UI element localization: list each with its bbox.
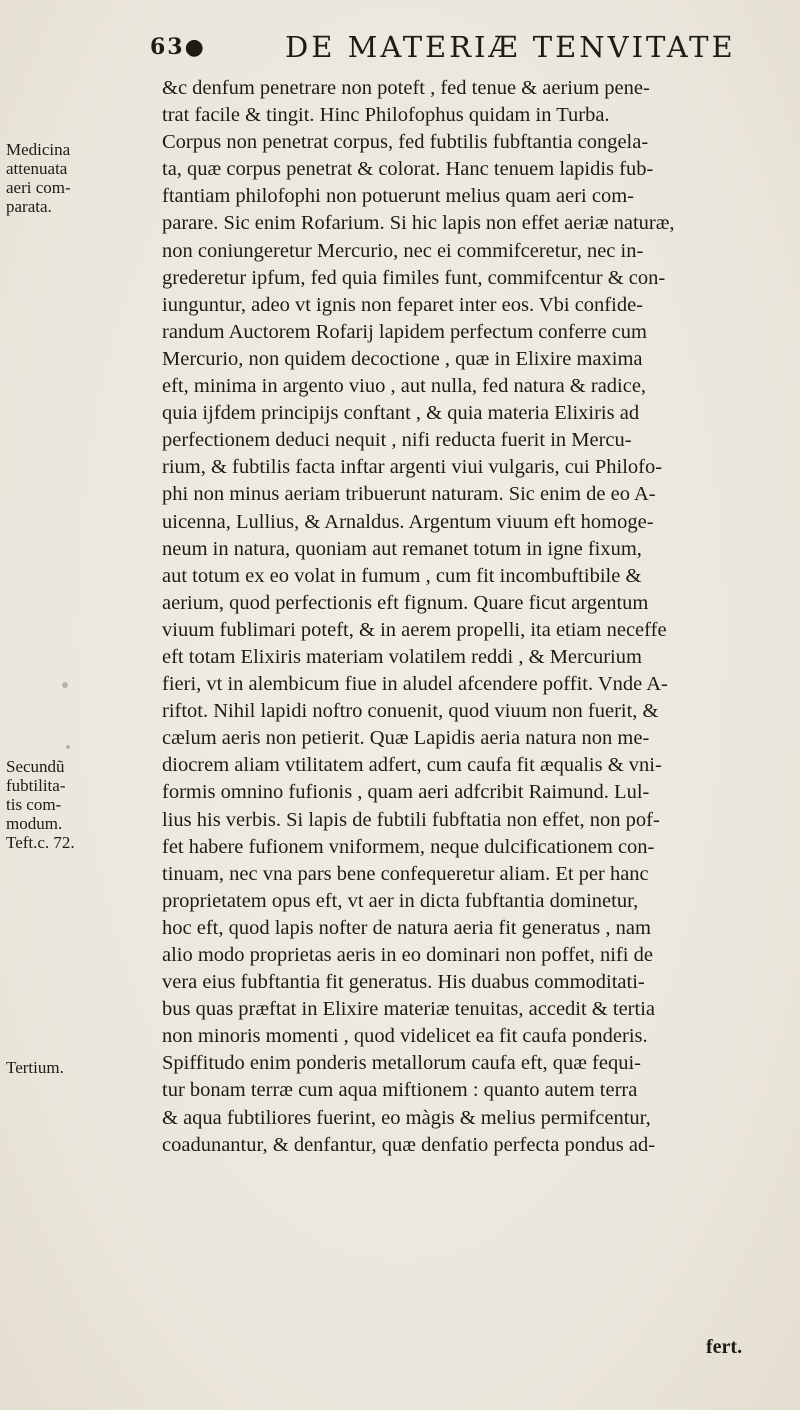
- text-line: phi non minus aeriam tribuerunt naturam. Sic enim de eo A-: [162, 483, 656, 506]
- text-line: tur bonam terræ cum aqua miftionem : quanto autem terra: [162, 1079, 638, 1102]
- text-line: uicenna, Lullius, & Arnaldus. Argentum viuum eft homoge-: [162, 510, 654, 533]
- margin-note-line: Teft.c. 72.: [6, 833, 75, 852]
- text-line: perfectionem deduci nequit , nifi reducta fuerit in Mercu-: [162, 429, 632, 452]
- text-line: trat facile & tingit. Hinc Philofophus quidam in Turba.: [162, 104, 610, 127]
- text-line: iunguntur, adeo vt ignis non feparet inter eos. Vbi confide-: [162, 293, 643, 316]
- text-line: Mercurio, non quidem decoctione , quæ in Elixire maxima: [162, 347, 643, 370]
- text-line: aut totum ex eo volat in fumum , cum fit incombuftibile &: [162, 564, 642, 587]
- text-line: riftot. Nihil lapidi noftro conuenit, quod viuum non fuerit, &: [162, 700, 659, 723]
- text-line: & aqua fubtiliores fuerint, eo màgis & melius permifcentur,: [162, 1106, 651, 1129]
- text-line: &c denfum penetrare non poteft , fed tenue & aerium pene-: [162, 77, 650, 99]
- text-line: non coniungeretur Mercurio, nec ei commifceretur, nec in-: [162, 239, 644, 262]
- running-head: [150, 28, 790, 68]
- text-line: quia ijfdem principijs conftant , & quia materia Elixiris ad: [162, 402, 640, 425]
- text-line: eft totam Elixiris materiam volatilem reddi , & Mercurium: [162, 645, 642, 668]
- text-line: diocrem aliam vtilitatem adfert, cum caufa fit æqualis & vni-: [162, 754, 662, 777]
- margin-note-line: aeri com-: [6, 178, 71, 197]
- margin-note-line: parata.: [6, 197, 52, 216]
- text-line: fieri, vt in alembicum fiue in aludel afcendere poffit. Vnde A-: [162, 673, 668, 696]
- text-line: neum in natura, quoniam aut remanet totum in igne fixum,: [162, 537, 642, 560]
- margin-note-line: Secundũ: [6, 757, 65, 776]
- running-title: DE MATERIÆ TENVITATE: [285, 30, 736, 64]
- text-line: lius his verbis. Si lapis de fubtili fubftatia non effet, non pof-: [162, 808, 660, 831]
- margin-note-tertium: [6, 1058, 156, 1077]
- text-line: vera eius fubftantia fit generatus. His duabus commoditati-: [162, 971, 645, 994]
- text-line: alio modo proprietas aeris in eo dominari non poffet, nifi de: [162, 944, 653, 966]
- text-line: viuum fublimari poteft, & in aerem propelli, ita etiam neceffe: [162, 618, 667, 641]
- paper-speck: [62, 682, 68, 688]
- text-line: bus quas præftat in Elixire materiæ tenuitas, accedit & tertia: [162, 998, 655, 1021]
- margin-note-line: attenuata: [6, 159, 68, 178]
- text-line: fet habere fufionem vniformem, neque dulcificationem con-: [162, 835, 655, 858]
- text-line: parare. Sic enim Rofarium. Si hic lapis non effet aeriæ naturæ,: [162, 212, 675, 235]
- body-text: [162, 75, 790, 1159]
- text-line: ftantiam philofophi non potuerunt melius quam aeri com-: [162, 185, 634, 208]
- catchword: fert.: [706, 1336, 743, 1358]
- text-line: hoc eft, quod lapis nofter de natura aeria fit generatus , nam: [162, 916, 651, 939]
- text-line: ta, quæ corpus penetrat & colorat. Hanc tenuem lapidis fub-: [162, 158, 654, 181]
- text-line: cælum aeris non petierit. Quæ Lapidis aeria natura non me-: [162, 727, 650, 750]
- text-line: proprietatem opus eft, vt aer in dicta fubftantia dominetur,: [162, 889, 639, 912]
- margin-note-line: modum.: [6, 814, 63, 833]
- margin-note-secundum: [6, 757, 156, 852]
- margin-note-line: fubtilita-: [6, 776, 66, 795]
- text-line: aerium, quod perfectionis eft fignum. Quare ficut argentum: [162, 591, 649, 614]
- page-number: 63●: [150, 34, 206, 60]
- text-line: Corpus non penetrat corpus, fed fubtilis fubftantia congela-: [162, 131, 649, 154]
- margin-note-medicina: [6, 140, 156, 216]
- text-line: rium, & fubtilis facta inftar argenti viui vulgaris, cui Philofo-: [162, 456, 663, 479]
- margin-note-line: Tertium.: [6, 1058, 64, 1077]
- text-line: non minoris momenti , quod videlicet ea fit caufa ponderis.: [162, 1025, 648, 1048]
- text-line: tinuam, nec vna pars bene confequeretur aliam. Et per hanc: [162, 862, 649, 885]
- text-line: coadunantur, & denfantur, quæ denfatio perfecta pondus ad-: [162, 1133, 656, 1156]
- margin-note-line: tis com-: [6, 795, 62, 814]
- text-line: Spiffitudo enim ponderis metallorum caufa eft, quæ fequi-: [162, 1052, 641, 1075]
- text-line: formis omnino fufionis , quam aeri adfcribit Raimund. Lul-: [162, 781, 650, 804]
- text-line: eft, minima in argento viuo , aut nulla, fed natura & radice,: [162, 375, 647, 398]
- text-line: randum Auctorem Rofarij lapidem perfectum conferre cum: [162, 320, 647, 343]
- text-line: grederetur ipfum, fed quia fimiles funt, commifcentur & con-: [162, 266, 666, 289]
- paper-speck: [66, 745, 70, 749]
- margin-note-line: Medicina: [6, 140, 71, 159]
